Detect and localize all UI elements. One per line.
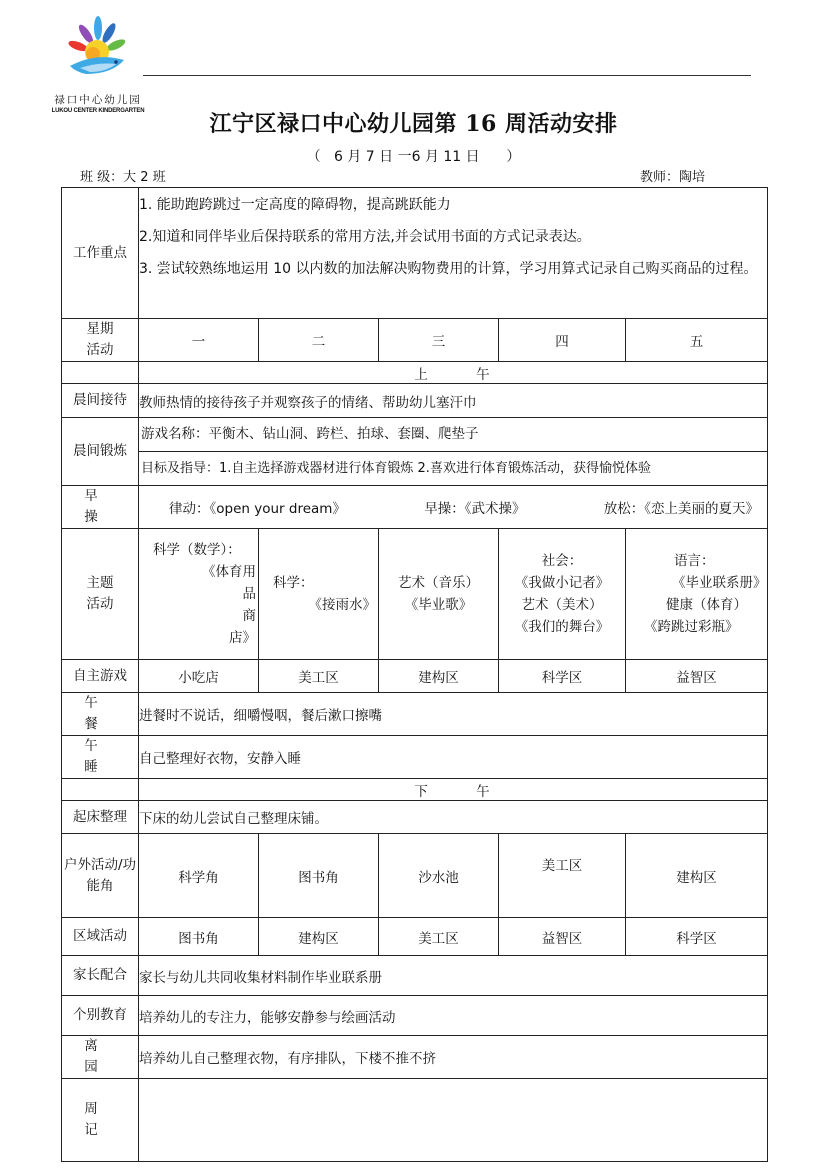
theme-monday-line: 品 bbox=[242, 586, 256, 602]
activity-label: 活动 bbox=[86, 342, 114, 358]
nap-label bbox=[62, 736, 139, 779]
individual-edu-text: 培养幼儿的专注力，能够安静参与绘画活动 bbox=[139, 996, 768, 1036]
date-range: （ 6 月 7 日 一6 月 11 日 ） bbox=[306, 149, 521, 165]
parent-coop-row bbox=[62, 956, 768, 996]
theme-friday-line: 《跨跳过彩瓶》 bbox=[644, 619, 739, 635]
theme-wednesday bbox=[379, 529, 499, 660]
theme-label-line: 主题 bbox=[86, 575, 114, 591]
work-focus-item: 3. 尝试较熟练地运用 10 以内数的加法解决购物费用的计算，学习用算式记录自己购买商品的过程。 bbox=[139, 261, 758, 277]
work-focus-item: 2.知道和同伴毕业后保持联系的常用方法,并会试用书面的方式记录表达。 bbox=[139, 229, 591, 245]
outdoor-label-line: 户外活动/功 bbox=[63, 856, 137, 873]
logo-english-name: LUKOU CENTER KINDERGARTEN bbox=[51, 108, 145, 114]
morning-drill-content bbox=[139, 486, 768, 529]
theme-tuesday-line: 《接雨水》 bbox=[308, 597, 376, 613]
theme-monday-line: 《体育用 bbox=[202, 564, 256, 580]
kindergarten-logo bbox=[48, 14, 148, 122]
theme-monday-line: 商 bbox=[242, 608, 256, 624]
area-tuesday: 建构区 bbox=[259, 918, 379, 956]
day-friday: 五 bbox=[626, 319, 768, 362]
free-play-tuesday: 美工区 bbox=[259, 660, 379, 693]
exercise-games: 游戏名称：平衡木、钻山洞、跨栏、拍球、套圈、爬垫子 bbox=[141, 426, 479, 442]
area-activity-label: 区域活动 bbox=[62, 918, 139, 956]
area-wednesday: 美工区 bbox=[379, 918, 499, 956]
day-thursday: 四 bbox=[499, 319, 626, 362]
theme-label-line: 活动 bbox=[86, 596, 114, 612]
section-spacer bbox=[62, 362, 139, 384]
day-wednesday: 三 bbox=[379, 319, 499, 362]
teacher-label: 教师：陶培 bbox=[640, 170, 706, 185]
parent-coop-text: 家长与幼儿共同收集材料制作毕业联系册 bbox=[139, 956, 768, 996]
theme-thursday-line: 社会： bbox=[541, 553, 583, 569]
work-focus-label: 工作重点 bbox=[62, 188, 139, 319]
morning-drill-label bbox=[62, 486, 139, 529]
morning-exercise-content bbox=[139, 418, 768, 486]
free-play-thursday: 科学区 bbox=[499, 660, 626, 693]
weekday-label: 星期 bbox=[86, 321, 114, 337]
day-monday: 一 bbox=[139, 319, 259, 362]
individual-edu-label: 个别教育 bbox=[62, 996, 139, 1036]
theme-monday-line: 科学（数学）： bbox=[153, 542, 241, 558]
free-play-friday: 益智区 bbox=[626, 660, 768, 693]
lunch-text: 进餐时不说话，细嚼慢咽，餐后漱口擦嘴 bbox=[139, 693, 768, 736]
theme-thursday-line: 《我们的舞台》 bbox=[514, 619, 610, 635]
morning-section-label bbox=[139, 362, 768, 384]
section-spacer bbox=[62, 779, 139, 801]
theme-friday-line: 语言： bbox=[674, 553, 715, 569]
departure-label bbox=[62, 1036, 139, 1079]
free-play-row bbox=[62, 660, 768, 693]
outdoor-thursday: 美工区 bbox=[499, 834, 626, 918]
area-activity-row bbox=[62, 918, 768, 956]
morning-section-row bbox=[62, 362, 768, 384]
reception-text: 教师热情的接待孩子并观察孩子的情绪、帮助幼儿塞汗巾 bbox=[139, 384, 768, 418]
morning-drill-row bbox=[62, 486, 768, 529]
theme-monday bbox=[139, 529, 259, 660]
theme-monday-line: 店》 bbox=[229, 630, 256, 646]
free-play-label: 自主游戏 bbox=[62, 660, 139, 693]
day-tuesday: 二 bbox=[259, 319, 379, 362]
morning-section-text: 上 午 bbox=[414, 366, 492, 383]
reception-label: 晨间接待 bbox=[62, 384, 139, 418]
afternoon-section-label bbox=[139, 779, 768, 801]
weekday-header-row bbox=[62, 319, 768, 362]
drill-relax: 放松：《恋上美丽的夏天》 bbox=[603, 501, 759, 517]
individual-edu-row bbox=[62, 996, 768, 1036]
drill-rhythm: 律动：《open your dream》 bbox=[169, 501, 346, 517]
parent-coop-label: 家长配合 bbox=[62, 956, 139, 996]
outdoor-label bbox=[62, 834, 139, 918]
theme-tuesday-line: 科学： bbox=[273, 575, 314, 591]
drill-exercise: 早操：《武术操》 bbox=[424, 501, 526, 517]
area-friday: 科学区 bbox=[626, 918, 768, 956]
work-focus-content bbox=[139, 188, 768, 319]
reception-row bbox=[62, 384, 768, 418]
outdoor-label-line: 能角 bbox=[86, 877, 114, 894]
nap-label-text: 午 睡 bbox=[84, 738, 116, 775]
theme-thursday-line: 《我做小记者》 bbox=[514, 575, 610, 591]
free-play-monday: 小吃店 bbox=[139, 660, 259, 693]
area-thursday: 益智区 bbox=[499, 918, 626, 956]
outdoor-tuesday: 图书角 bbox=[259, 834, 379, 918]
theme-thursday bbox=[499, 529, 626, 660]
lunch-label bbox=[62, 693, 139, 736]
weekly-notes-content bbox=[139, 1079, 768, 1162]
logo-emblem-icon bbox=[56, 14, 136, 88]
weekly-notes-row bbox=[62, 1079, 768, 1162]
outdoor-row bbox=[62, 834, 768, 918]
logo-chinese-name: 禄口中心幼儿园 bbox=[54, 94, 142, 106]
work-focus-item: 1. 能助跑跨跳过一定高度的障碍物，提高跳跃能力 bbox=[139, 197, 451, 213]
departure-text: 培养幼儿自己整理衣物，有序排队，下楼不推不挤 bbox=[139, 1036, 768, 1079]
afternoon-section-row bbox=[62, 779, 768, 801]
departure-label-text: 离 园 bbox=[84, 1038, 116, 1075]
afternoon-section-text: 下 午 bbox=[414, 783, 492, 800]
page-title: 江宁区禄口中心幼儿园第 16 周活动安排 bbox=[209, 111, 618, 137]
schedule-table bbox=[61, 187, 768, 1162]
theme-thursday-line: 艺术（美术） bbox=[521, 597, 603, 613]
theme-wednesday-line: 《毕业歌》 bbox=[404, 597, 473, 613]
area-monday: 图书角 bbox=[139, 918, 259, 956]
class-label: 班 级：大 2 班 bbox=[80, 170, 166, 185]
departure-row bbox=[62, 1036, 768, 1079]
nap-text: 自己整理好衣物，安静入睡 bbox=[139, 736, 768, 779]
lunch-row bbox=[62, 693, 768, 736]
weekly-notes-label bbox=[62, 1079, 139, 1162]
nap-row bbox=[62, 736, 768, 779]
wakeup-label: 起床整理 bbox=[62, 801, 139, 834]
theme-tuesday bbox=[259, 529, 379, 660]
theme-wednesday-line: 艺术（音乐） bbox=[398, 575, 479, 591]
free-play-wednesday: 建构区 bbox=[379, 660, 499, 693]
lunch-label-text: 午 餐 bbox=[84, 695, 116, 732]
exercise-goals: 目标及指导：1.自主选择游戏器材进行体育锻炼 2.喜欢进行体育锻炼活动，获得愉悦体验 bbox=[139, 451, 767, 485]
outdoor-friday: 建构区 bbox=[626, 834, 768, 918]
work-focus-row bbox=[62, 188, 768, 319]
theme-activity-row bbox=[62, 529, 768, 660]
morning-exercise-label: 晨间锻炼 bbox=[62, 418, 139, 486]
theme-activity-label bbox=[62, 529, 139, 660]
theme-friday-line: 健康（体育） bbox=[666, 597, 747, 613]
morning-drill-text: 早 操 bbox=[84, 488, 116, 525]
weekly-notes-label-text: 周 记 bbox=[84, 1101, 116, 1138]
weekday-header-label bbox=[62, 319, 139, 362]
theme-friday bbox=[626, 529, 768, 660]
outdoor-wednesday: 沙水池 bbox=[379, 834, 499, 918]
theme-friday-line: 《毕业联系册》 bbox=[672, 575, 767, 591]
wakeup-row bbox=[62, 801, 768, 834]
morning-exercise-row bbox=[62, 418, 768, 486]
outdoor-monday: 科学角 bbox=[139, 834, 259, 918]
header-divider bbox=[143, 75, 751, 76]
wakeup-text: 下床的幼儿尝试自己整理床铺。 bbox=[139, 801, 768, 834]
